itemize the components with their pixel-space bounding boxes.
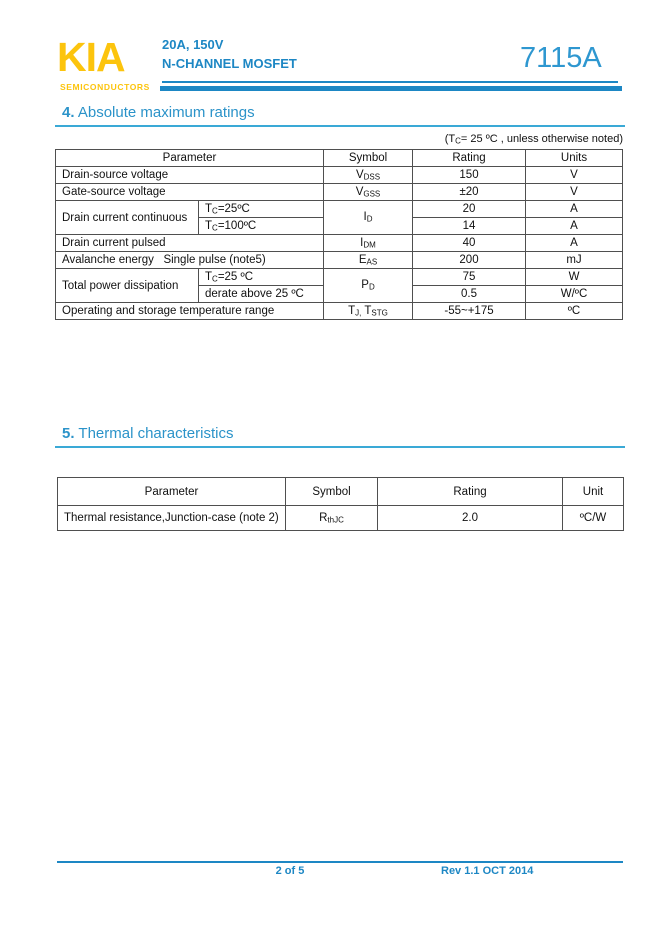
section5-title: Thermal characteristics <box>74 425 234 442</box>
param-cell: Gate-source voltage <box>56 184 324 201</box>
table-row-drain-current-tc25 <box>56 201 623 218</box>
condition-cell: derate above 25 ºC <box>199 286 324 303</box>
symbol-cell: VGSS <box>324 184 413 201</box>
test-condition-note: (TC= 25 ºC , unless otherwise noted) <box>444 133 623 146</box>
section5-number: 5. <box>62 425 75 442</box>
thermal-characteristics-table <box>57 477 624 531</box>
rating-cell: ±20 <box>413 184 526 201</box>
unit-cell: ºC/W <box>563 506 624 531</box>
table-header-row <box>56 150 623 167</box>
part-number: 7115A <box>520 42 602 74</box>
col-header-symbol: Symbol <box>286 478 378 506</box>
symbol-cell: VDSS <box>324 167 413 184</box>
revision-label: Rev 1.1 OCT 2014 <box>441 865 534 877</box>
symbol-cell: IDM <box>324 235 413 252</box>
rating-cell: 14 <box>413 218 526 235</box>
rating-cell: 40 <box>413 235 526 252</box>
units-cell: mJ <box>526 252 623 269</box>
footer-rule <box>57 861 623 863</box>
param-cell: Thermal resistance,Junction-case (note 2) <box>58 506 286 531</box>
col-header-unit: Unit <box>563 478 624 506</box>
symbol-cell: TJ, TSTG <box>324 303 413 320</box>
units-cell: A <box>526 201 623 218</box>
table-row-avalanche-energy <box>56 252 623 269</box>
symbol-cell: RthJC <box>286 506 378 531</box>
rating-cell: 75 <box>413 269 526 286</box>
section4-number: 4. <box>62 104 75 121</box>
table-row-temperature-range <box>56 303 623 320</box>
header-rule-thin <box>162 81 618 83</box>
section4-title: Absolute maximum ratings <box>74 104 255 121</box>
section4-heading <box>62 104 255 121</box>
param-cell: Drain current continuous <box>56 201 199 235</box>
rating-cell: 150 <box>413 167 526 184</box>
section5-underline <box>55 446 625 448</box>
rating-cell: 20 <box>413 201 526 218</box>
param-cell: Avalanche energy Single pulse (note5) <box>56 252 324 269</box>
table-row-power-tc25 <box>56 269 623 286</box>
symbol-cell: ID <box>324 201 413 235</box>
col-header-rating: Rating <box>378 478 563 506</box>
kia-logo: KIA <box>57 34 125 80</box>
table-row-drain-current-pulsed <box>56 235 623 252</box>
table-header-row <box>58 478 624 506</box>
page-number: 2 of 5 <box>275 865 305 877</box>
condition-cell: TC=25ºC <box>199 201 324 218</box>
table-row-thermal-resistance <box>58 506 624 531</box>
param-cell: Drain-source voltage <box>56 167 324 184</box>
table-row-drain-source-voltage <box>56 167 623 184</box>
header-rule-thick <box>160 86 622 91</box>
spec-current-voltage: 20A, 150V <box>162 37 224 52</box>
col-header-units: Units <box>526 150 623 167</box>
param-cell: Total power dissipation <box>56 269 199 303</box>
section4-underline <box>55 125 625 127</box>
rating-cell: 0.5 <box>413 286 526 303</box>
param-cell: Drain current pulsed <box>56 235 324 252</box>
condition-cell: TC=25 ºC <box>199 269 324 286</box>
condition-cell: TC=100ºC <box>199 218 324 235</box>
col-header-symbol: Symbol <box>324 150 413 167</box>
rating-cell: 2.0 <box>378 506 563 531</box>
col-header-rating: Rating <box>413 150 526 167</box>
rating-cell: 200 <box>413 252 526 269</box>
section5-heading <box>62 425 233 442</box>
symbol-cell: PD <box>324 269 413 303</box>
units-cell: A <box>526 235 623 252</box>
units-cell: V <box>526 167 623 184</box>
units-cell: A <box>526 218 623 235</box>
units-cell: W/ºC <box>526 286 623 303</box>
param-cell: Operating and storage temperature range <box>56 303 324 320</box>
units-cell: ºC <box>526 303 623 320</box>
table-row-gate-source-voltage <box>56 184 623 201</box>
col-header-parameter: Parameter <box>56 150 324 167</box>
units-cell: V <box>526 184 623 201</box>
semiconductors-label: SEMICONDUCTORS <box>60 82 150 92</box>
col-header-parameter: Parameter <box>58 478 286 506</box>
symbol-cell: EAS <box>324 252 413 269</box>
units-cell: W <box>526 269 623 286</box>
rating-cell: -55~+175 <box>413 303 526 320</box>
spec-channel-type: N-CHANNEL MOSFET <box>162 56 297 71</box>
abs-max-ratings-table <box>55 149 623 320</box>
